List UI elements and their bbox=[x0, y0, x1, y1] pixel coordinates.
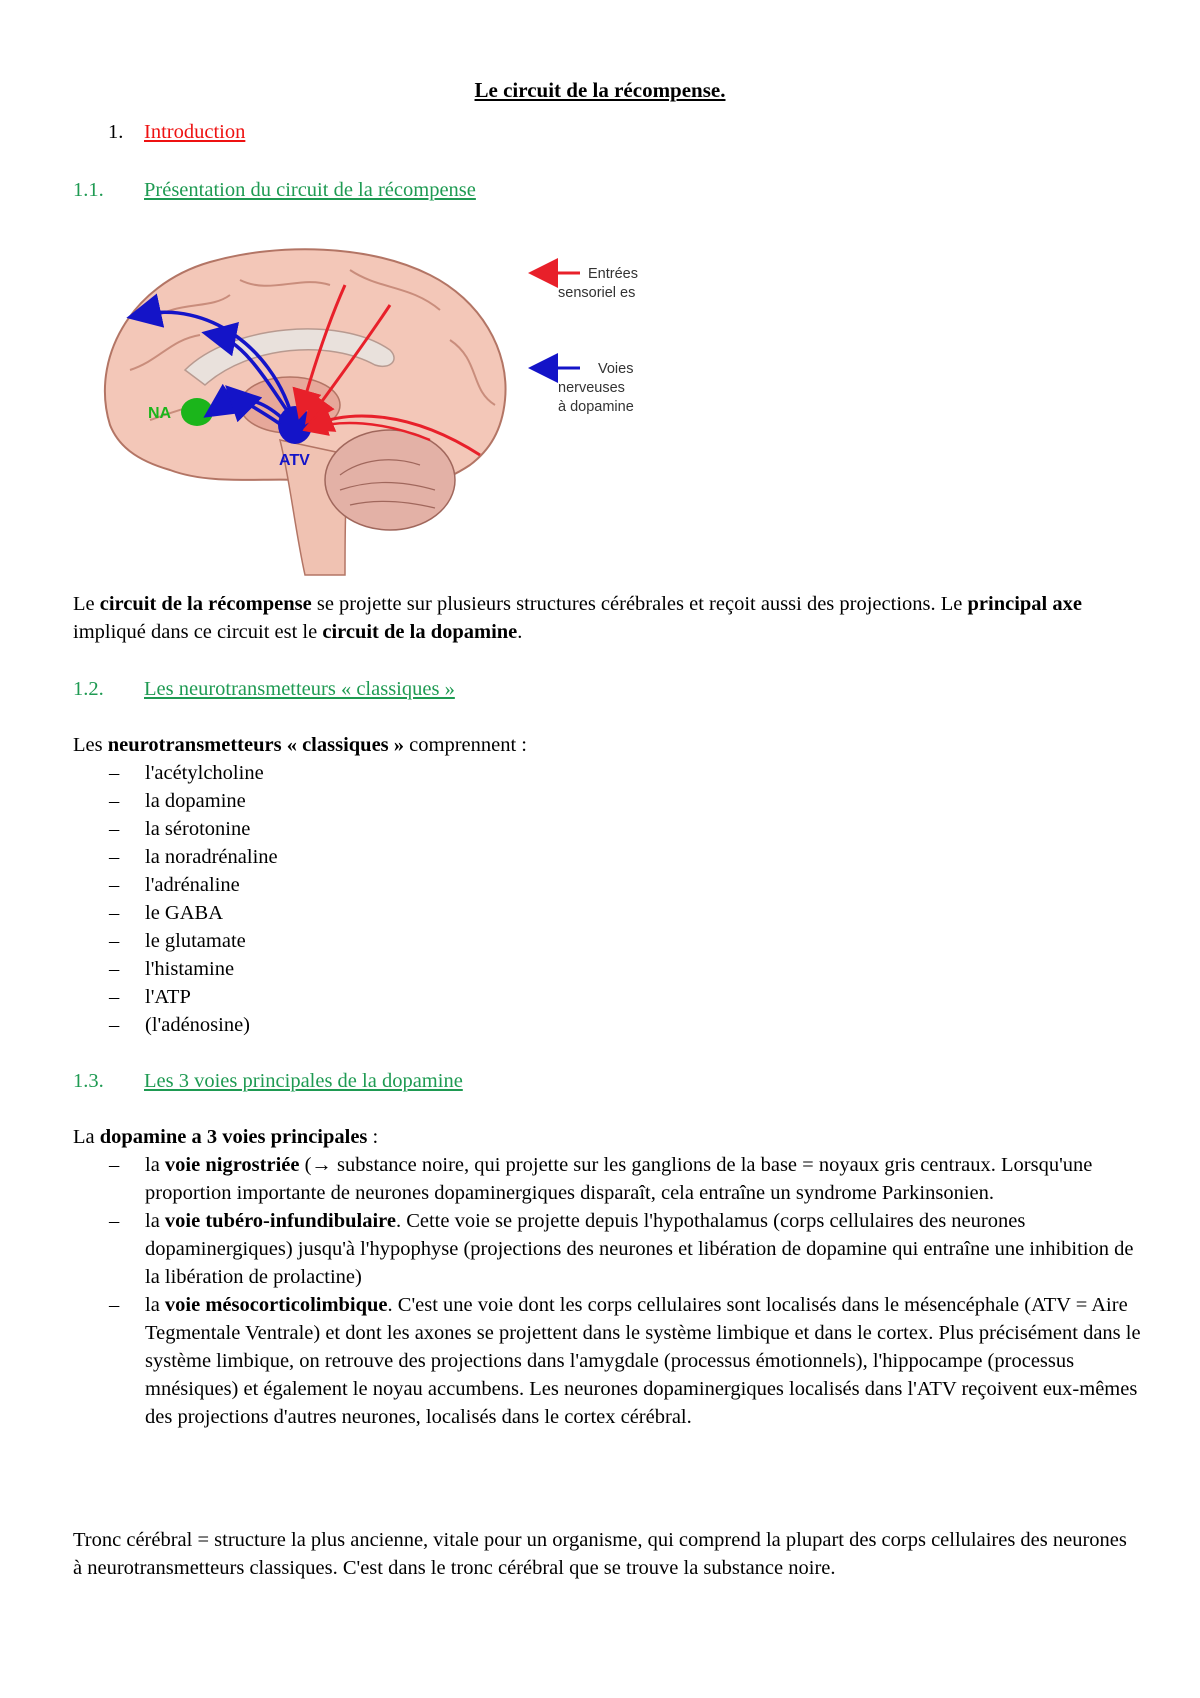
section-1-2-heading: Les neurotransmetteurs « classiques » bbox=[144, 678, 455, 700]
legend-blue-line3: à dopamine bbox=[558, 399, 634, 415]
list-item: – la voie tubéro-infundibulaire. Cette voie se projette depuis l'hypothalamus (corps cellulaires des neurones dopaminergiques) jusqu'à l'hypophyse (projections des neurones et libération de dopamine qui entraîne une inhibition de la libération de prolactine) bbox=[109, 1210, 1134, 1288]
neurotransmitter-list bbox=[73, 759, 278, 1039]
list-item: – l'ATP bbox=[109, 986, 191, 1008]
brain-reward-circuit-figure bbox=[90, 240, 680, 585]
legend-blue-line2: nerveuses bbox=[558, 380, 625, 396]
term-circuit-recompense: circuit de la récompense bbox=[99, 593, 312, 615]
list-item: – le GABA bbox=[109, 902, 224, 924]
section-1-1-number: 1.1. bbox=[73, 179, 104, 201]
page-title: Le circuit de la récompense. bbox=[474, 78, 726, 102]
atv-label: ATV bbox=[279, 452, 310, 469]
cerebellum-shape bbox=[325, 430, 455, 530]
legend-red-line2: sensoriel es bbox=[558, 285, 636, 301]
list-item: – l'histamine bbox=[109, 958, 235, 980]
legend-blue-line1: Voies bbox=[598, 361, 634, 377]
na-nucleus bbox=[181, 398, 213, 426]
section-1-3-number: 1.3. bbox=[73, 1070, 104, 1092]
atv-nucleus bbox=[278, 406, 312, 444]
list-item: – la voie nigrostriée (→ substance noire, qui projette sur les ganglions de la base = noyaux gris centraux. Lorsqu'une proportion importante de neurones dopaminergiques disparaît, cela entraîne un syndrome Parkinsonien. bbox=[109, 1154, 1093, 1204]
intro-paragraph: Le circuit de la récompense se projette sur plusieurs structures cérébrales et reçoit aussi des projections. Le principal axe impliqué dans ce circuit est le circuit de la dopamine. bbox=[73, 593, 1082, 643]
term-circuit-dopamine: circuit de la dopamine bbox=[322, 621, 518, 643]
list-item: – la sérotonine bbox=[109, 818, 251, 840]
section-1-number: 1. bbox=[108, 121, 124, 143]
dopamine-pathways-list bbox=[73, 1151, 1143, 1431]
voies-intro: La dopamine a 3 voies principales : bbox=[73, 1126, 379, 1148]
section-1-1-heading: Présentation du circuit de la récompense bbox=[144, 179, 476, 201]
list-item: – la dopamine bbox=[109, 790, 246, 812]
list-item: – la voie mésocorticolimbique. C'est une voie dont les corps cellulaires sont localisés dans le mésencéphale (ATV = Aire Tegmentale Ventrale) et dont les axones se projettent dans le système limbique et dans le cortex. Plus précisément dans le système limbique, on retrouve des projections dans l'amygdale (processus émotionnels), l'hippocampe (processus mnésiques) et également le noyau accumbens. Les neurones dopaminergiques localisés dans l'ATV reçoivent eux-mêmes des projections d'autres neurones, localisés dans le cortex cérébral. bbox=[109, 1294, 1141, 1428]
section-1-heading: Introduction bbox=[144, 121, 246, 143]
section-1-2-number: 1.2. bbox=[73, 678, 104, 700]
section-1-3-heading: Les 3 voies principales de la dopamine bbox=[144, 1070, 463, 1092]
list-item: – l'acétylcholine bbox=[109, 762, 264, 784]
brain-diagram bbox=[90, 240, 680, 585]
list-item: – (l'adénosine) bbox=[109, 1014, 251, 1036]
closing-paragraph: Tronc cérébral = structure la plus ancienne, vitale pour un organisme, qui comprend la plupart des corps cellulaires des neurones à neurotransmetteurs classiques. C'est dans le tronc cérébral que se trouve la substance noire. bbox=[73, 1529, 1127, 1579]
nt-intro: Les neurotransmetteurs « classiques » comprennent : bbox=[73, 734, 527, 756]
na-label: NA bbox=[148, 405, 172, 422]
list-item: – la noradrénaline bbox=[109, 846, 278, 868]
list-item: – le glutamate bbox=[109, 930, 246, 952]
term-principal-axe: principal axe bbox=[967, 593, 1082, 615]
legend-red-line1: Entrées bbox=[588, 266, 638, 282]
list-item: – l'adrénaline bbox=[109, 874, 240, 896]
